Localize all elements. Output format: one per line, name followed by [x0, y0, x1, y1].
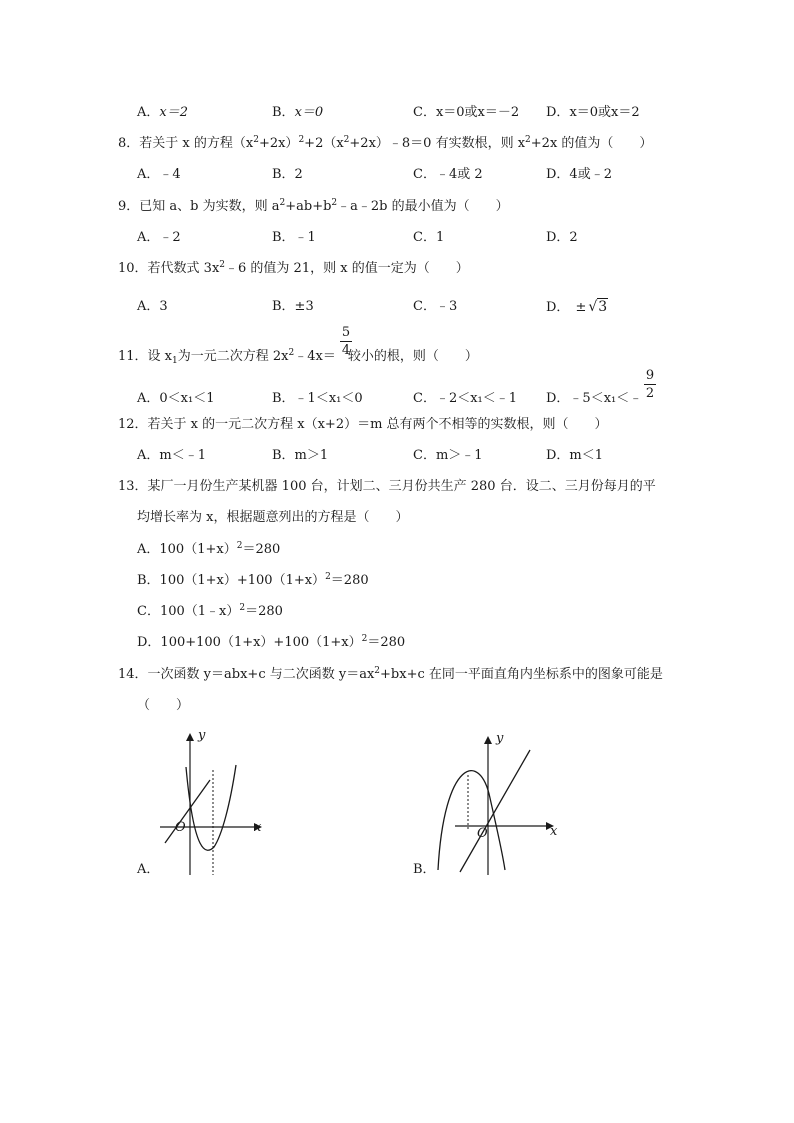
graph-b-x-label: x — [550, 824, 558, 839]
radicand: 3 — [598, 299, 608, 315]
q13-option-b: B．$100(1+x)+100(1+x)^2=280$ — [137, 572, 369, 588]
q9-option-b: B．﹣1 — [272, 230, 316, 245]
linear-function-line — [165, 780, 210, 843]
fraction-bar — [340, 341, 352, 342]
q10-option-b: B．±3 — [272, 299, 314, 314]
q7-option-c: C．x＝0或x＝－2 — [413, 105, 520, 120]
q13-option-a: A．$100(1+x)^2=280$ — [137, 541, 281, 557]
q8-stem: 8．若关于 x 的方程$(x^2+2x)^2+2(x^2+2x)﹣8=0$ 有实数根，则 $x^2+2x$ 的值为（ ） — [118, 135, 653, 151]
parabola-curve — [186, 765, 236, 850]
y-axis-arrow-icon — [186, 733, 194, 741]
q9-option-a: A．﹣2 — [137, 230, 181, 245]
graph-a-origin-label: O — [175, 820, 186, 835]
graph-a-x-label: x — [254, 820, 262, 835]
q12-option-b: B．m＞1 — [272, 448, 329, 463]
q10-option-d: D． ± √3 — [546, 299, 608, 315]
fraction-denominator: 4 — [341, 343, 351, 358]
q11-option-b: B．﹣1＜x₁＜0 — [272, 391, 363, 406]
q7-option-b: B．x＝0 — [272, 105, 324, 120]
q13-option-d: D．$100+100(1+x)+100(1+x)^2=280$ — [137, 634, 406, 650]
fraction-numerator: 5 — [341, 325, 351, 340]
q11-option-d: D．﹣5＜x₁＜﹣ — [546, 391, 643, 406]
graph-b-y-label: y — [496, 731, 504, 746]
parabola-curve — [438, 771, 505, 870]
q9-stem: 9．已知 a、b 为实数，则 $a^2+ab+b^2﹣a﹣2b$ 的最小值为（ ） — [118, 198, 509, 214]
q11-d-fraction — [644, 368, 656, 401]
q14-answer-paren: （ ） — [137, 698, 190, 713]
q11-option-c: C．﹣2＜x₁＜﹣1 — [413, 391, 518, 406]
q10-option-a: A．3 — [137, 299, 168, 314]
q10-option-c: C．﹣3 — [413, 299, 458, 314]
q11-option-a: A．0＜x₁＜1 — [137, 391, 215, 406]
q11-stem: 11．设 $x_1$为一元二次方程 $2x^2﹣4x=$ 较小的根，则（ ） — [118, 348, 478, 366]
q9-option-c: C．1 — [413, 230, 445, 245]
q13-stem-line2: 均增长率为 x，根据题意列出的方程是（ ） — [137, 510, 409, 525]
y-axis-arrow-icon — [484, 736, 492, 744]
linear-function-line — [460, 750, 530, 872]
graph-b-origin-label: O — [477, 826, 488, 841]
q8-option-c: C．﹣4或 2 — [413, 167, 483, 182]
graph-b-label: B． — [413, 862, 436, 877]
graph-b — [430, 730, 560, 880]
q8-option-d: D．4或﹣2 — [546, 167, 612, 182]
fraction-numerator: 9 — [645, 368, 655, 383]
q11-fraction — [340, 325, 352, 358]
q7-option-d: D．x＝0或x＝2 — [546, 105, 640, 120]
q12-option-c: C．m＞﹣1 — [413, 448, 483, 463]
q8-option-b: B．2 — [272, 167, 303, 182]
q14-stem: 14．一次函数 y＝abx+c 与二次函数 $y=ax^2+bx+c$ 在同一平面直角内坐标系中的图象可能是 — [118, 666, 663, 682]
plus-minus-sign: ± — [575, 300, 587, 315]
q13-option-c: C．100（1﹣x）$^2$＝280 — [137, 603, 283, 619]
q12-stem: 12．若关于 x 的一元二次方程 x（x+2）＝m 总有两个不相等的实数根，则（ ） — [118, 417, 608, 432]
q8-option-a: A．﹣4 — [137, 167, 181, 182]
graph-a-label: A． — [137, 862, 160, 877]
fraction-denominator: 2 — [645, 386, 655, 401]
graph-a-y-label: y — [198, 728, 206, 743]
q12-option-a: A．m＜﹣1 — [137, 448, 206, 463]
q7-option-a: A．x＝2 — [137, 105, 188, 120]
graph-a — [150, 725, 270, 880]
q13-stem-line1: 13．某厂一月份生产某机器 100 台，计划二、三月份共生产 280 台．设二、三月份每月的平 — [118, 479, 656, 494]
fraction-bar — [644, 384, 656, 385]
q10-stem: 10．若代数式 $3x^2﹣6$ 的值为 21，则 x 的值一定为（ ） — [118, 260, 469, 276]
q9-option-d: D．2 — [546, 230, 578, 245]
sqrt-icon: √3 — [588, 299, 608, 315]
q12-option-d: D．m＜1 — [546, 448, 604, 463]
